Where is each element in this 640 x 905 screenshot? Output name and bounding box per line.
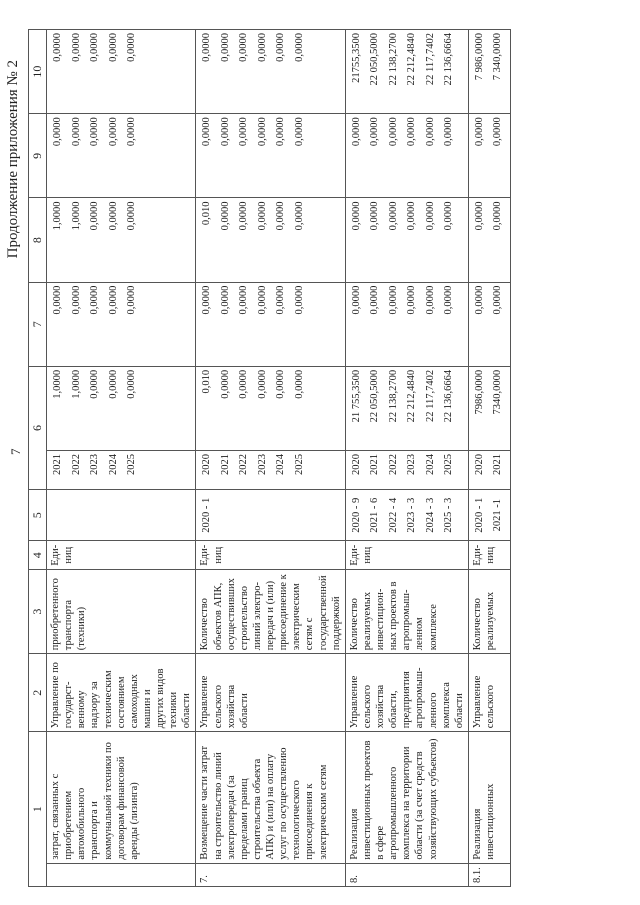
table-row — [47, 30, 196, 887]
col10-value: 0,0000 — [275, 33, 287, 62]
col10-value: 0,0000 — [107, 33, 119, 62]
col6-value: 22 138,2700 — [387, 369, 399, 423]
col-header: 2 — [29, 654, 47, 732]
col9-value: 0,0000 — [238, 117, 250, 147]
measure-name: Реализация инвестиционных — [468, 732, 510, 863]
col-header: 5 — [29, 490, 47, 541]
col8-value: 0,0000 — [387, 201, 399, 231]
col8-value: 0,0000 — [275, 201, 287, 231]
col-header: 4 — [29, 541, 47, 570]
col7-value: 0,0000 — [219, 285, 231, 315]
col7-value: 0,0000 — [350, 285, 362, 315]
year — [47, 451, 196, 490]
year-value: 2021 — [52, 454, 63, 476]
col9-value: 0,0000 — [275, 117, 287, 147]
col6-value: 0,0000 — [126, 369, 137, 399]
col9-value: 0,0000 — [369, 117, 381, 147]
col8-value: 0,0000 — [473, 201, 485, 231]
responsible: Управление по государст-венному надзору за техническим состоянием самоходных машин и других видов техники области — [47, 654, 196, 732]
col10-value: 0,0000 — [70, 33, 82, 62]
col8-value: 0,0000 — [256, 201, 268, 231]
responsible: Управление сельского — [468, 654, 510, 732]
col-header: 1 — [29, 732, 47, 887]
col9 — [345, 114, 468, 198]
base-value-value: 2025 - 3 — [443, 497, 455, 533]
year — [196, 451, 345, 490]
col9-value: 0,0000 — [350, 117, 362, 147]
col8-value: 0,0000 — [238, 201, 250, 231]
col7 — [468, 282, 510, 366]
measure-name: Возмещение части затрат на строительство линий электропередач (за пределами границ строительства объекта АПК) и (или) на оплату услуг по осуществлению технологического присоединения к электрическим сетям — [196, 732, 345, 863]
col6-value: 7340,0000 — [492, 369, 504, 415]
year-value: 2022 — [238, 454, 250, 476]
col6-value: 22 117,7402 — [424, 369, 436, 422]
col10-value: 7 986,0000 — [473, 33, 485, 81]
col6-value: 0,0000 — [89, 369, 100, 399]
col9-value: 0,0000 — [201, 117, 213, 147]
col10-value: 22 136,6664 — [443, 33, 455, 86]
col10-value: 0,0000 — [52, 33, 63, 62]
col7-value: 0,0000 — [201, 285, 213, 315]
continuation-title: Продолжение приложения № 2 — [5, 60, 21, 259]
col10-value: 21755,3500 — [350, 33, 362, 83]
col8-value: 0,0000 — [89, 201, 100, 231]
col6-value: 0,0000 — [219, 369, 231, 399]
col6-value: 1,0000 — [52, 369, 63, 399]
col8 — [47, 198, 196, 282]
base-value — [468, 490, 510, 541]
col7-value: 0,0000 — [89, 285, 100, 315]
col9-value: 0,0000 — [52, 117, 63, 147]
col10 — [468, 30, 510, 114]
year-value: 2024 — [107, 454, 119, 476]
col8-value: 0,0000 — [424, 201, 436, 231]
col9-value: 0,0000 — [424, 117, 436, 147]
header-row — [29, 30, 47, 887]
col6-value: 22 050,5000 — [369, 369, 381, 423]
year-value: 2021 — [219, 454, 231, 476]
col10-value: 22 138,2700 — [387, 33, 399, 86]
row-number — [47, 863, 196, 886]
col7-value: 0,0000 — [238, 285, 250, 315]
col7 — [345, 282, 468, 366]
col10 — [196, 30, 345, 114]
year-value: 2025 — [126, 454, 137, 476]
col7-value: 0,0000 — [387, 285, 399, 315]
unit: Еди-ниц — [196, 541, 345, 570]
col8-value: 0,010 — [201, 201, 213, 226]
col6-value: 22 136,6664 — [443, 369, 455, 423]
col10-value: 7 340,0000 — [492, 33, 504, 81]
col8-value: 0,0000 — [350, 201, 362, 231]
col9-value: 0,0000 — [256, 117, 268, 147]
year — [468, 451, 510, 490]
col-header: 3 — [29, 570, 47, 654]
col10-value: 0,0000 — [89, 33, 100, 62]
year-value: 2025 — [293, 454, 305, 476]
table-row — [468, 30, 510, 887]
indicator-name: Количество реализуемых — [468, 570, 510, 654]
col7-value: 0,0000 — [424, 285, 436, 315]
col10-value: 22 050,5000 — [369, 33, 381, 86]
col8 — [196, 198, 345, 282]
col8-value: 0,0000 — [406, 201, 418, 231]
col6-value: 0,0000 — [293, 369, 305, 399]
table-row — [345, 30, 468, 887]
base-value-value: 2020 - 9 — [350, 497, 362, 533]
year-value: 2021 — [492, 454, 504, 476]
responsible: Управление сельского хозяйства области, предприятия агропромыш-ленного комплекса области — [345, 654, 468, 732]
base-value-value: 2020 - 1 — [473, 497, 485, 533]
col8-value: 1,0000 — [52, 201, 63, 231]
col7-value: 0,0000 — [126, 285, 137, 315]
col8-value: 1,0000 — [70, 201, 82, 231]
col6-value: 7986,0000 — [473, 369, 485, 415]
col7-value: 0,0000 — [107, 285, 119, 315]
col-header: 9 — [29, 114, 47, 198]
col6 — [345, 366, 468, 450]
col7-value: 0,0000 — [369, 285, 381, 315]
col8-value: 0,0000 — [443, 201, 455, 231]
col10-value: 0,0000 — [256, 33, 268, 62]
page-number: 7 — [8, 448, 23, 455]
year-value: 2022 — [387, 454, 399, 476]
year-value: 2021 — [369, 454, 381, 476]
col9-value: 0,0000 — [293, 117, 305, 147]
col6-value: 1,0000 — [70, 369, 82, 399]
col8-value: 0,0000 — [126, 201, 137, 231]
col6 — [196, 366, 345, 450]
unit: Еди-ниц — [47, 541, 196, 570]
appendix-table — [28, 29, 511, 887]
col10-value: 22 212,4840 — [406, 33, 418, 86]
col7-value: 0,0000 — [275, 285, 287, 315]
col8 — [468, 198, 510, 282]
year-value: 2022 — [70, 454, 82, 476]
col10-value: 0,0000 — [201, 33, 213, 62]
col6 — [47, 366, 196, 450]
col10 — [345, 30, 468, 114]
col9-value: 0,0000 — [107, 117, 119, 147]
col8-value: 0,0000 — [107, 201, 119, 231]
col7-value: 0,0000 — [443, 285, 455, 315]
col9 — [47, 114, 196, 198]
row-number: 7. — [196, 863, 345, 886]
col6-value: 21 755,3500 — [350, 369, 362, 423]
base-value-value: 2022 - 4 — [387, 497, 399, 533]
col8 — [345, 198, 468, 282]
measure-name: затрат, связанных с приобретением автомобильного транспорта и коммунальной техники по договорам финансовой аренды (лизинга) — [47, 732, 196, 863]
base-value-value: 2021 -1 — [492, 499, 504, 532]
col6 — [468, 366, 510, 450]
col10-value: 0,0000 — [238, 33, 250, 62]
indicator-name: приобретенного транспорта (техники) — [47, 570, 196, 654]
base-value — [47, 490, 196, 541]
unit: Еди-ниц — [345, 541, 468, 570]
col8-value: 0,0000 — [293, 201, 305, 231]
col7-value: 0,0000 — [406, 285, 418, 315]
indicator-name: Количество реализуемых инвестицион-ных проектов в агропромыш-ленном комплексе — [345, 570, 468, 654]
year-value: 2023 — [89, 454, 100, 476]
col9-value: 0,0000 — [492, 117, 504, 147]
year-value: 2023 — [406, 454, 418, 476]
base-value-value: 2024 - 3 — [424, 497, 436, 533]
col9-value: 0,0000 — [126, 117, 137, 147]
col10-value: 22 117,7402 — [424, 33, 436, 86]
col6-value: 0,0000 — [238, 369, 250, 399]
col7-value: 0,0000 — [70, 285, 82, 315]
year-value: 2020 — [350, 454, 362, 476]
year-value: 2020 — [201, 454, 213, 476]
col9-value: 0,0000 — [387, 117, 399, 147]
col10 — [47, 30, 196, 114]
measure-name: Реализация инвестиционных проектов в сфере агропромышленного комплекса на территории области (за счет средств хозяйствующих субъектов) — [345, 732, 468, 863]
year-value: 2025 — [443, 454, 455, 476]
year-value: 2023 — [256, 454, 268, 476]
col9 — [196, 114, 345, 198]
col7 — [196, 282, 345, 366]
col8-value: 0,0000 — [492, 201, 504, 231]
col9-value: 0,0000 — [473, 117, 485, 147]
year-value: 2020 — [473, 454, 485, 476]
col-header: 6 — [29, 366, 47, 489]
base-value-value: 2020 - 1 — [201, 497, 213, 533]
col7-value: 0,0000 — [473, 285, 485, 315]
col9-value: 0,0000 — [70, 117, 82, 147]
col-header: 10 — [29, 30, 47, 114]
col-header: 7 — [29, 282, 47, 366]
col6-value: 0,0000 — [275, 369, 287, 399]
col6-value: 0,010 — [201, 369, 213, 394]
base-value-value: 2023 - 3 — [406, 497, 418, 533]
row-number: 8. — [345, 863, 468, 886]
col9-value: 0,0000 — [443, 117, 455, 147]
col9 — [468, 114, 510, 198]
year-value: 2024 — [424, 454, 436, 476]
col7-value: 0,0000 — [492, 285, 504, 315]
year-value: 2024 — [275, 454, 287, 476]
col10-value: 0,0000 — [293, 33, 305, 62]
base-value — [345, 490, 468, 541]
col6-value: 22 212,4840 — [406, 369, 418, 423]
col6-value: 0,0000 — [107, 369, 119, 399]
col6-value: 0,0000 — [256, 369, 268, 399]
year — [345, 451, 468, 490]
col7-value: 0,0000 — [293, 285, 305, 315]
col10-value: 0,0000 — [126, 33, 137, 62]
col9-value: 0,0000 — [89, 117, 100, 147]
responsible: Управление сельского хозяйства области — [196, 654, 345, 732]
col8-value: 0,0000 — [369, 201, 381, 231]
col7-value: 0,0000 — [52, 285, 63, 315]
table-row — [196, 30, 345, 887]
row-number: 8.1. — [468, 863, 510, 886]
unit: Еди-ниц — [468, 541, 510, 570]
col7 — [47, 282, 196, 366]
col7-value: 0,0000 — [256, 285, 268, 315]
col9-value: 0,0000 — [406, 117, 418, 147]
base-value — [196, 490, 345, 541]
col9-value: 0,0000 — [219, 117, 231, 147]
col10-value: 0,0000 — [219, 33, 231, 62]
base-value-value: 2021 - 6 — [369, 497, 381, 533]
indicator-name: Количество объектов АПК, осуществивших строительство линий электро-передач и (или) присоединение к электрическим сетям с государственной поддержкой — [196, 570, 345, 654]
col-header: 8 — [29, 198, 47, 282]
col8-value: 0,0000 — [219, 201, 231, 231]
